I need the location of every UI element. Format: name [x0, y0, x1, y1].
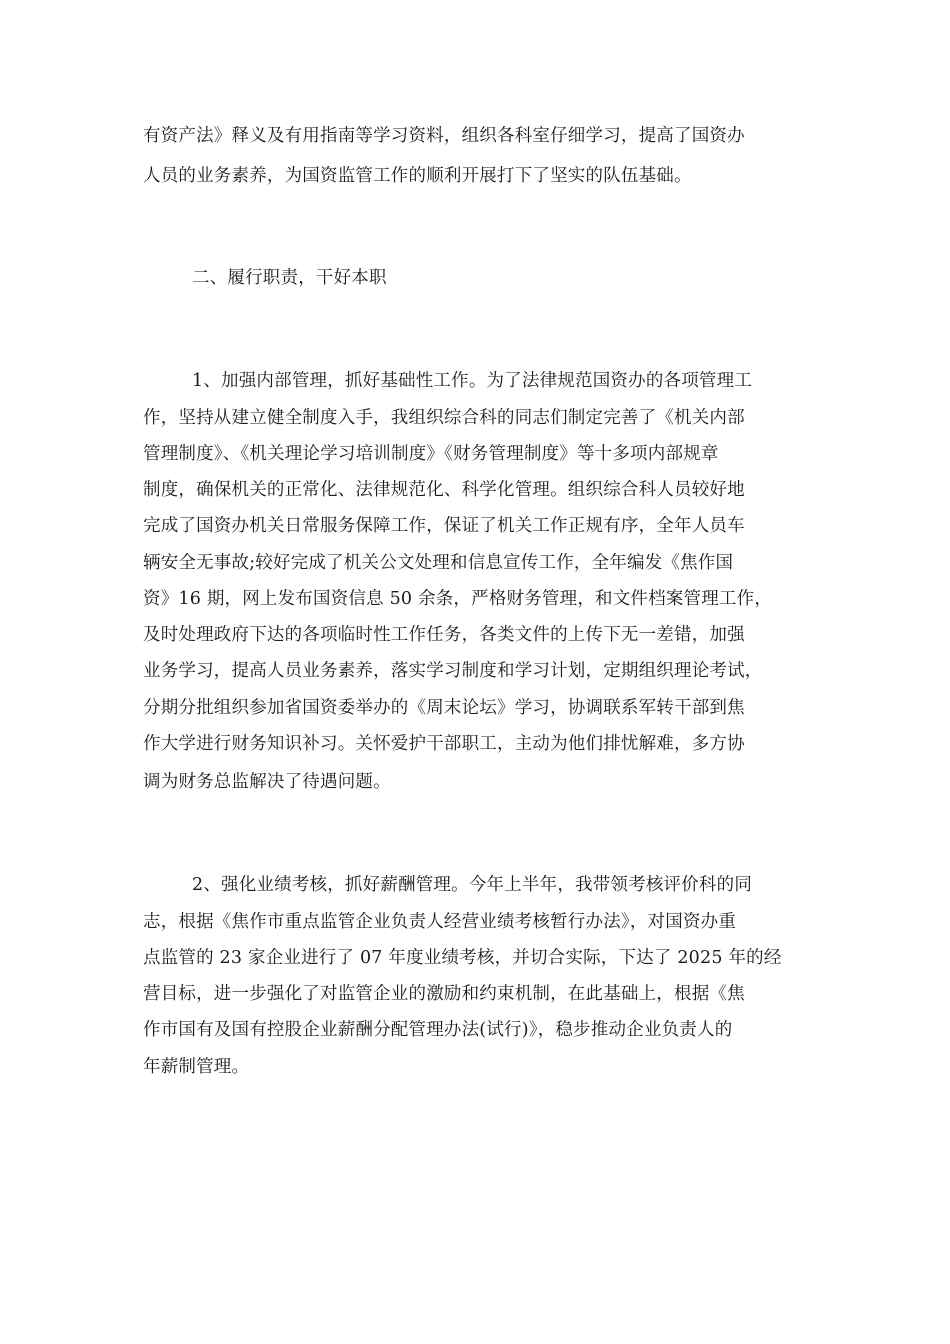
- paragraph-line: 分期分批组织参加省国资委举办的《周末论坛》学习，协调联系军转干部到焦: [143, 698, 745, 718]
- paragraph-line: 调为财务总监解决了待遇问题。: [143, 772, 391, 792]
- paragraph-line: 制度，确保机关的正常化、法律规范化、科学化管理。组织综合科人员较好地: [143, 480, 745, 500]
- paragraph-line: 有资产法》释义及有用指南等学习资料，组织各科室仔细学习，提高了国资办: [143, 126, 745, 146]
- paragraph-line: 营目标，进一步强化了对监管企业的激励和约束机制，在此基础上，根据《焦: [143, 984, 745, 1004]
- paragraph-line: 辆安全无事故;较好完成了机关公文处理和信息宣传工作，全年编发《焦作国: [143, 553, 734, 573]
- paragraph-line: 管理制度》、《机关理论学习培训制度》《财务管理制度》等十多项内部规章: [143, 444, 719, 464]
- paragraph-line: 人员的业务素养，为国资监管工作的顺利开展打下了坚实的队伍基础。: [143, 166, 692, 186]
- paragraph-line: 作市国有及国有控股企业薪酬分配管理办法(试行)》，稳步推动企业负责人的: [143, 1020, 733, 1040]
- paragraph-line: 作大学进行财务知识补习。关怀爱护干部职工，主动为他们排忧解难，多方协: [143, 734, 745, 754]
- paragraph-line: 2、强化业绩考核，抓好薪酬管理。今年上半年，我带领考核评价科的同: [192, 875, 753, 895]
- paragraph-line: 点监管的 23 家企业进行了 07 年度业绩考核，并切合实际，下达了 2025 年的经: [143, 948, 782, 968]
- paragraph-line: 业务学习，提高人员业务素养，落实学习制度和学习计划，定期组织理论考试，: [143, 661, 763, 681]
- paragraph-line: 完成了国资办机关日常服务保障工作，保证了机关工作正规有序，全年人员车: [143, 516, 745, 536]
- section-heading: 二、履行职责，干好本职: [192, 268, 387, 288]
- paragraph-line: 及时处理政府下达的各项临时性工作任务，各类文件的上传下无一差错，加强: [143, 625, 745, 645]
- paragraph-line: 作，坚持从建立健全制度入手，我组织综合科的同志们制定完善了《机关内部: [143, 408, 745, 428]
- paragraph-line: 志，根据《焦作市重点监管企业负责人经营业绩考核暂行办法》，对国资办重: [143, 912, 737, 932]
- paragraph-line: 1、加强内部管理，抓好基础性工作。为了法律规范国资办的各项管理工: [192, 371, 753, 391]
- paragraph-line: 资》16 期，网上发布国资信息 50 余条，严格财务管理，和文件档案管理工作，: [143, 589, 773, 609]
- paragraph-line: 年薪制管理。: [143, 1057, 250, 1077]
